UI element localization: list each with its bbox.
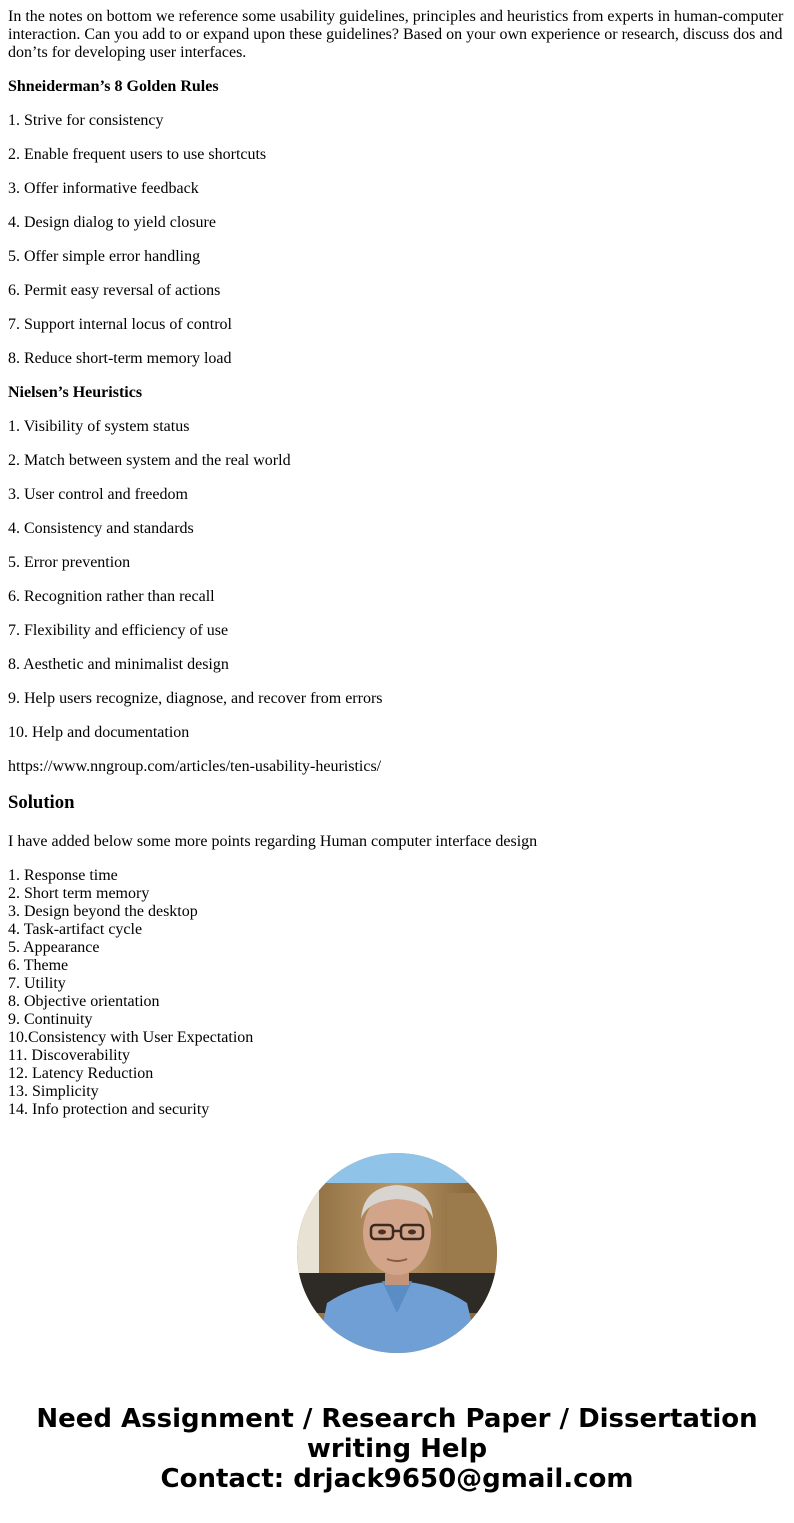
list-item: 7. Support internal locus of control xyxy=(8,316,232,333)
list-item: 7. Utility xyxy=(8,975,66,992)
reference-url: https://www.nngroup.com/articles/ten-usability-heuristics/ xyxy=(8,758,382,775)
list-item: 2. Short term memory xyxy=(8,885,150,902)
promo-banner xyxy=(0,1404,794,1494)
list-item: 1. Response time xyxy=(8,867,118,884)
list-item: 13. Simplicity xyxy=(8,1083,99,1100)
list-item: 6. Permit easy reversal of actions xyxy=(8,282,221,299)
list-item: 3. Design beyond the desktop xyxy=(8,903,198,920)
list-item: 2. Enable frequent users to use shortcuts xyxy=(8,146,267,163)
avatar xyxy=(297,1153,497,1353)
list-item: 8. Aesthetic and minimalist design xyxy=(8,656,229,673)
list-item: 4. Consistency and standards xyxy=(8,520,194,537)
list-item: 6. Theme xyxy=(8,957,69,974)
question-intro: In the notes on bottom we reference some usability guidelines, principles and heuristics from experts in human-computer interaction. Can you add to or expand upon these guidelines? Based on your own experience or research, discuss dos and don’ts for developing user interfaces. xyxy=(8,8,784,61)
solution-intro: I have added below some more points regarding Human computer interface design xyxy=(8,833,538,850)
list-item: 9. Help users recognize, diagnose, and recover from errors xyxy=(8,690,383,707)
list-item: 10. Help and documentation xyxy=(8,724,190,741)
list-item: 8. Reduce short-term memory load xyxy=(8,350,232,367)
list-item: 6. Recognition rather than recall xyxy=(8,588,215,605)
list-item: 5. Error prevention xyxy=(8,554,131,571)
promo-contact: Contact: drjack9650@gmail.com xyxy=(160,1464,634,1494)
list-item: 3. Offer informative feedback xyxy=(8,180,199,197)
list-item: 9. Continuity xyxy=(8,1011,93,1028)
list-item: 12. Latency Reduction xyxy=(8,1065,154,1082)
list-item: 3. User control and freedom xyxy=(8,486,188,503)
list-item: 4. Task-artifact cycle xyxy=(8,921,143,938)
person-photo-icon xyxy=(297,1153,497,1353)
solution-heading: Solution xyxy=(8,792,75,813)
list-item: 4. Design dialog to yield closure xyxy=(8,214,216,231)
promo-line-2: writing Help xyxy=(306,1434,488,1464)
list-item: 5. Appearance xyxy=(8,939,100,956)
list-item: 14. Info protection and security xyxy=(8,1101,210,1118)
list-item: 7. Flexibility and efficiency of use xyxy=(8,622,229,639)
promo-line-1: Need Assignment / Research Paper / Dissertation xyxy=(36,1404,758,1434)
list-item: 11. Discoverability xyxy=(8,1047,131,1064)
list-item: 2. Match between system and the real world xyxy=(8,452,291,469)
list-item: 1. Strive for consistency xyxy=(8,112,164,129)
list-item: 8. Objective orientation xyxy=(8,993,160,1010)
shneiderman-list xyxy=(8,112,786,368)
nielsen-heading: Nielsen’s Heuristics xyxy=(8,384,143,401)
list-item: 5. Offer simple error handling xyxy=(8,248,201,265)
list-item: 10.Consistency with User Expectation xyxy=(8,1029,254,1046)
list-item: 1. Visibility of system status xyxy=(8,418,190,435)
nielsen-list xyxy=(8,418,786,742)
solution-list xyxy=(8,867,786,1119)
shneiderman-heading: Shneiderman’s 8 Golden Rules xyxy=(8,78,219,95)
